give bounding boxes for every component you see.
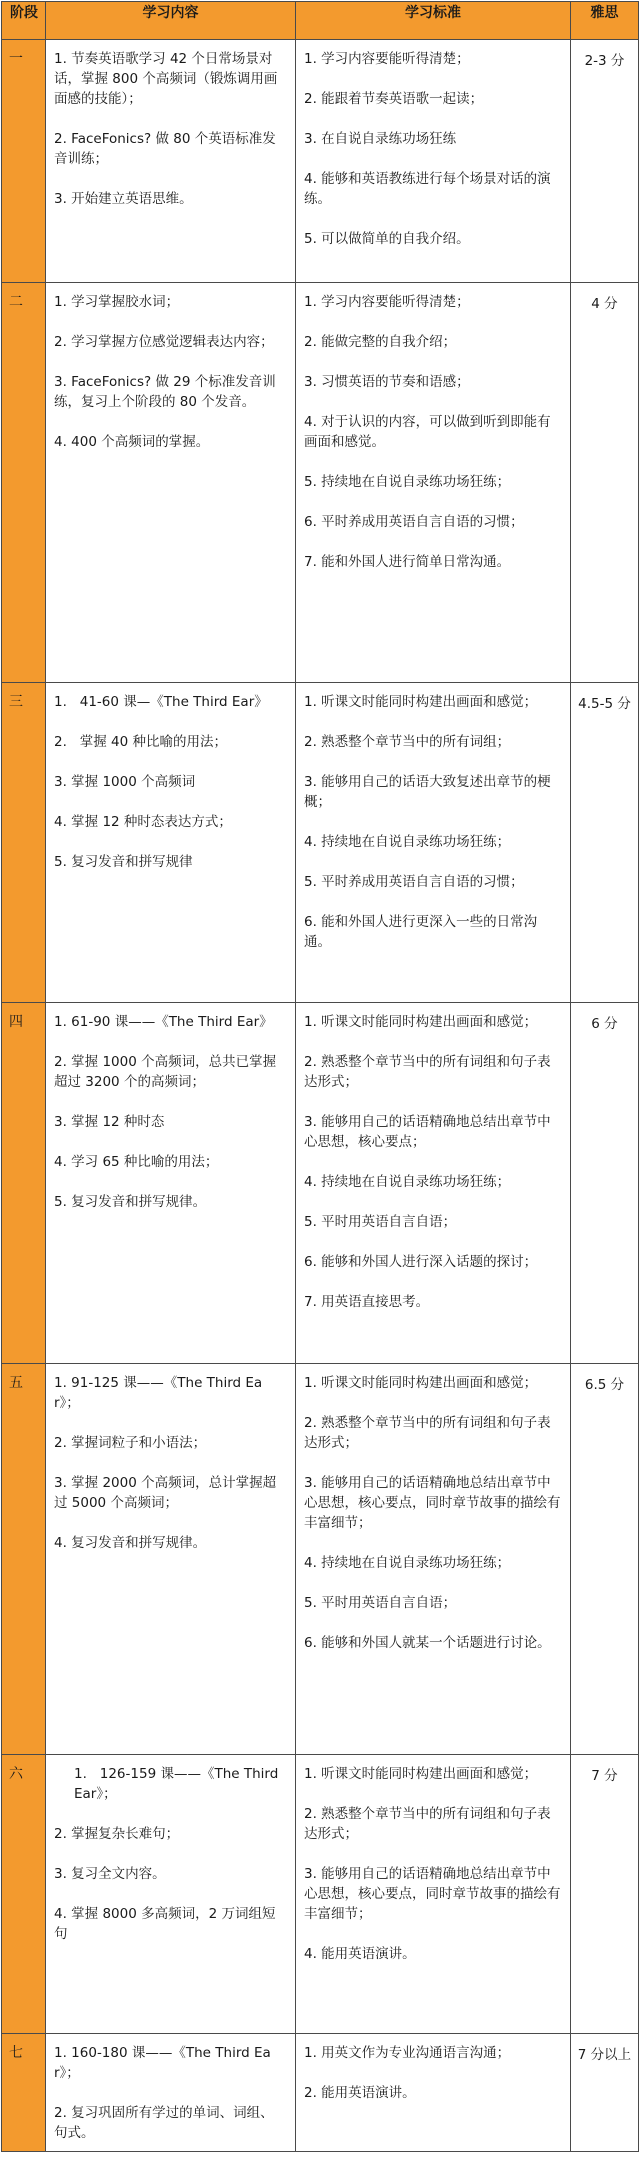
content-line: 2. FaceFonics? 做 80 个英语标准发音训练； <box>54 131 276 167</box>
header-stage: 阶段 <box>2 2 46 40</box>
standard-cell <box>296 1755 571 2034</box>
content-line: 2. 掌握 40 种比喻的用法； <box>54 734 228 750</box>
standard-cell <box>296 2034 571 2152</box>
stage-cell: 五 <box>2 1364 46 1755</box>
standard-line: 1. 听课文时能同时构建出画面和感觉； <box>304 1375 538 1391</box>
standard-line: 3. 在自说自录练功场狂练 <box>304 131 457 147</box>
content-line: 4. 掌握 8000 多高频词，2 万词组短句 <box>54 1906 276 1942</box>
standard-cell <box>296 283 571 683</box>
standard-line: 4. 持续地在自说自录练功场狂练； <box>304 1555 511 1571</box>
standard-line: 1. 学习内容要能听得清楚； <box>304 51 470 67</box>
content-line: 5. 复习发音和拼写规律 <box>54 854 193 870</box>
standard-line: 6. 能够和外国人进行深入话题的探讨； <box>304 1254 538 1270</box>
content-line: 1. 61-90 课——《The Third Ear》 <box>54 1014 273 1030</box>
standard-line: 5. 平时用英语自言自语； <box>304 1214 457 1230</box>
content-line: 3. 开始建立英语思维。 <box>54 191 193 207</box>
standard-line: 1. 用英文作为专业沟通语言沟通； <box>304 2045 511 2061</box>
header-standard: 学习标准 <box>296 2 571 40</box>
ielts-score: 7 分以上 <box>571 2034 639 2152</box>
header-row <box>2 2 639 40</box>
ielts-score: 6 分 <box>571 1003 639 1364</box>
standard-line: 2. 熟悉整个章节当中的所有词组和句子表达形式； <box>304 1054 551 1090</box>
standard-line: 1. 听课文时能同时构建出画面和感觉； <box>304 1014 538 1030</box>
standard-line: 5. 平时养成用英语自言自语的习惯； <box>304 874 524 890</box>
learning-plan-table <box>1 1 639 2152</box>
standard-line: 5. 可以做简单的自我介绍。 <box>304 231 470 247</box>
standard-line: 4. 对于认识的内容，可以做到听到即能有画面和感觉。 <box>304 414 551 450</box>
standard-line: 7. 用英语直接思考。 <box>304 1294 430 1310</box>
stage-cell: 七 <box>2 2034 46 2152</box>
table-row <box>2 1755 639 2034</box>
ielts-score: 4 分 <box>571 283 639 683</box>
content-line: 3. 复习全文内容。 <box>54 1866 166 1882</box>
content-line: 1. 节奏英语歌学习 42 个日常场景对话，掌握 800 个高频词（锻炼调用画面感的技能）； <box>54 51 278 107</box>
stage-cell: 二 <box>2 283 46 683</box>
standard-line: 2. 熟悉整个章节当中的所有词组和句子表达形式； <box>304 1415 551 1451</box>
content-line: 1. 91-125 课——《The Third Ear》； <box>54 1375 263 1411</box>
standard-line: 2. 能做完整的自我介绍； <box>304 334 457 350</box>
standard-line: 4. 持续地在自说自录练功场狂练； <box>304 834 511 850</box>
standard-cell <box>296 40 571 283</box>
standard-line: 4. 能用英语演讲。 <box>304 1946 416 1962</box>
standard-line: 4. 持续地在自说自录练功场狂练； <box>304 1174 511 1190</box>
standard-line: 3. 习惯英语的节奏和语感； <box>304 374 470 390</box>
standard-line: 3. 能够用自己的话语大致复述出章节的梗概； <box>304 774 551 810</box>
standard-line: 1. 学习内容要能听得清楚； <box>304 294 470 310</box>
standard-line: 1. 听课文时能同时构建出画面和感觉； <box>304 1766 538 1782</box>
standard-line: 2. 能用英语演讲。 <box>304 2085 416 2101</box>
header-ielts: 雅思 <box>571 2 639 40</box>
standard-line: 4. 能够和英语教练进行每个场景对话的演练。 <box>304 171 551 207</box>
standard-cell <box>296 1003 571 1364</box>
content-line: 1. 41-60 课—《The Third Ear》 <box>54 694 268 710</box>
content-cell <box>46 1003 296 1364</box>
table-row <box>2 2034 639 2152</box>
table-row <box>2 40 639 283</box>
ielts-score: 6.5 分 <box>571 1364 639 1755</box>
standard-line: 2. 熟悉整个章节当中的所有词组； <box>304 734 511 750</box>
ielts-score: 4.5-5 分 <box>571 683 639 1003</box>
standard-line: 2. 熟悉整个章节当中的所有词组和句子表达形式； <box>304 1806 551 1842</box>
table-row <box>2 1364 639 1755</box>
table-row <box>2 283 639 683</box>
content-line: 2. 复习巩固所有学过的单词、词组、句式。 <box>54 2105 274 2141</box>
table-row <box>2 683 639 1003</box>
content-cell <box>46 1364 296 1755</box>
stage-cell: 一 <box>2 40 46 283</box>
content-line: 3. 掌握 12 种时态 <box>54 1114 165 1130</box>
standard-line: 3. 能够用自己的话语精确地总结出章节中心思想，核心要点； <box>304 1114 551 1150</box>
content-line: 4. 掌握 12 种时态表达方式； <box>54 814 232 830</box>
stage-cell: 六 <box>2 1755 46 2034</box>
content-line: 3. FaceFonics? 做 29 个标准发音训练，复习上个阶段的 80 个发音。 <box>54 374 276 410</box>
standard-line: 3. 能够用自己的话语精确地总结出章节中心思想，核心要点，同时章节故事的描绘有丰富细节； <box>304 1866 561 1922</box>
content-line: 4. 400 个高频词的掌握。 <box>54 434 210 450</box>
content-cell <box>46 283 296 683</box>
content-line: 4. 复习发音和拼写规律。 <box>54 1535 207 1551</box>
stage-cell: 三 <box>2 683 46 1003</box>
content-line: 2. 掌握复杂长难句； <box>54 1826 180 1842</box>
content-cell <box>46 1755 296 2034</box>
content-line: 4. 学习 65 种比喻的用法； <box>54 1154 219 1170</box>
ielts-score: 2-3 分 <box>571 40 639 283</box>
standard-line: 6. 平时养成用英语自言自语的习惯； <box>304 514 524 530</box>
content-cell <box>46 40 296 283</box>
content-line: 5. 复习发音和拼写规律。 <box>54 1194 207 1210</box>
standard-line: 5. 平时用英语自言自语； <box>304 1595 457 1611</box>
content-line: 1. 126-159 课——《The Third Ear》； <box>74 1766 279 1802</box>
standard-line: 3. 能够用自己的话语精确地总结出章节中心思想，核心要点，同时章节故事的描绘有丰富细节； <box>304 1475 561 1531</box>
stage-cell: 四 <box>2 1003 46 1364</box>
content-line: 3. 掌握 2000 个高频词，总计掌握超过 5000 个高频词； <box>54 1475 277 1511</box>
content-line: 2. 掌握词粒子和小语法； <box>54 1435 207 1451</box>
content-line: 2. 掌握 1000 个高频词，总共已掌握超过 3200 个的高频词； <box>54 1054 277 1090</box>
header-content: 学习内容 <box>46 2 296 40</box>
table-row <box>2 1003 639 1364</box>
standard-cell <box>296 1364 571 1755</box>
standard-line: 5. 持续地在自说自录练功场狂练； <box>304 474 511 490</box>
standard-line: 2. 能跟着节奏英语歌一起读； <box>304 91 484 107</box>
standard-line: 6. 能和外国人进行更深入一些的日常沟通。 <box>304 914 538 950</box>
standard-line: 6. 能够和外国人就某一个话题进行讨论。 <box>304 1635 551 1651</box>
standard-line: 7. 能和外国人进行简单日常沟通。 <box>304 554 511 570</box>
content-cell <box>46 683 296 1003</box>
content-line: 2. 学习掌握方位感觉逻辑表达内容； <box>54 334 274 350</box>
content-line: 3. 掌握 1000 个高频词 <box>54 774 196 790</box>
content-line: 1. 学习掌握胶水词； <box>54 294 180 310</box>
content-line: 1. 160-180 课——《The Third Ear》； <box>54 2045 271 2081</box>
standard-line: 1. 听课文时能同时构建出画面和感觉； <box>304 694 538 710</box>
standard-cell <box>296 683 571 1003</box>
content-cell <box>46 2034 296 2152</box>
ielts-score: 7 分 <box>571 1755 639 2034</box>
